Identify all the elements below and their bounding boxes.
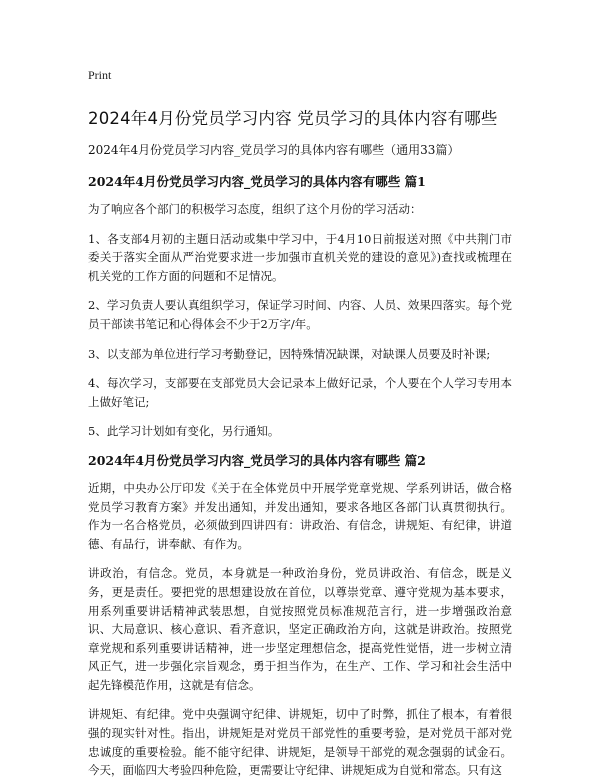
section-heading: 2024年4月份党员学习内容_党员学习的具体内容有哪些 篇1 [88, 174, 426, 189]
paragraph: 1、各支部4月初的主题日活动或集中学习中，于4月10日前报送对照《中共荆门市委关于落实全面从严治党要求进一步加强市直机关党的建设的意见》)查找或梳理在机关党的工作方面的问题和不足情况。 [88, 231, 512, 283]
document-subtitle: 2024年4月份党员学习内容_党员学习的具体内容有哪些（通用33篇） [88, 143, 460, 157]
section-2 [88, 452, 512, 780]
paragraph: 3、以支部为单位进行学习考勤登记，因特殊情况缺课，对缺课人员要及时补课; [88, 346, 491, 361]
paragraph: 为了响应各个部门的积极学习态度，组织了这个月份的学习活动： [88, 202, 422, 216]
section-1 [88, 173, 512, 441]
paragraph: 近期，中央办公厅印发《关于在全体党员中开展学党章党规、学系列讲话，做合格党员学习教育方案》并发出通知，并发出通知，要求各地区各部门认真贯彻执行。作为一名合格党员，必须做到四讲四有：讲政治、有信念，讲规矩、有纪律，讲道德、有品行，讲奉献、有作为。 [88, 480, 512, 551]
paragraph: 讲规矩、有纪律。党中央强调守纪律、讲规矩，切中了时弊，抓住了根本，有着很强的现实针对性。指出，讲规矩是对党员干部党性的重要考验，是对党员干部对党忠诚度的重要检验。能不能守纪律、讲规矩，是领导干部党的观念强弱的试金石。今天，面临四大考验四种危险，更需要让守纪律、讲规矩成为自觉和常态。只有这 [88, 707, 512, 778]
section-heading: 2024年4月份党员学习内容_党员学习的具体内容有哪些 篇2 [88, 452, 426, 468]
paragraph: 5、此学习计划如有变化，另行通知。 [88, 424, 280, 439]
paragraph: 讲政治，有信念。党员，本身就是一种政治身份，党员讲政治、有信念，既是义务，更是责任。要把党的思想建设放在首位，以尊崇党章、遵守党规为基本要求，用系列重要讲话精神武装思想，自觉按照党员标准规范言行，进一步增强政治意识、大局意识、核心意识、看齐意识，坚定正确政治方向，这就是讲政治。按照党章党规和系列重要讲话精神，进一步坚定理想信念，提高党性觉悟，进一步树立清风正气，进一步强化宗旨观念，勇于担当作为，在生产、工作、学习和社会生活中起先锋模范作用，这就是有信念。 [88, 566, 512, 692]
paragraph: 4、每次学习，支部要在支部党员大会记录本上做好记录，个人要在个人学习专用本上做好笔记; [88, 376, 512, 409]
paragraph: 2、学习负责人要认真组织学习，保证学习时间、内容、人员、效果四落实。每个党员干部读书笔记和心得体会不少于2万字/年。 [88, 298, 512, 331]
document-title: 2024年4月份党员学习内容 党员学习的具体内容有哪些 [88, 109, 498, 128]
print-link[interactable]: Print [88, 68, 112, 82]
